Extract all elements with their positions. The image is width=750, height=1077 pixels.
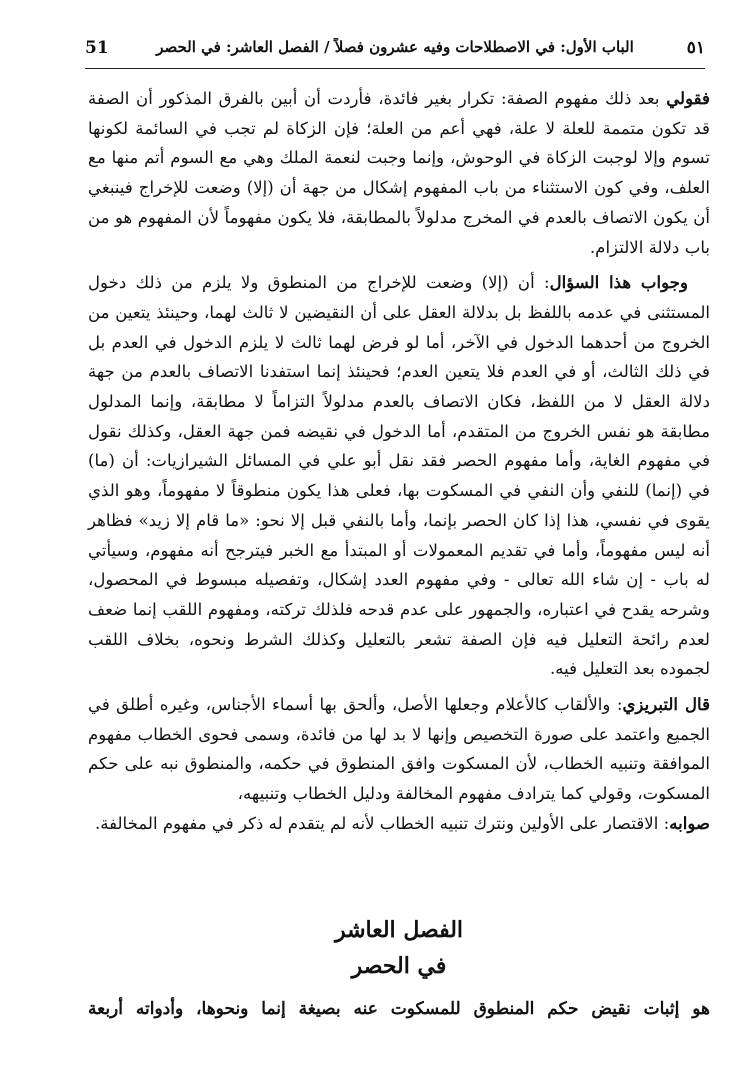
chapter-heading bbox=[88, 912, 710, 984]
definition-line: هو إثبات نقيض حكم المنطوق للمسكوت عنه بصيغة إنما ونحوها، وأدواته أربعة bbox=[88, 999, 710, 1019]
paragraph-1-lead: فقولي bbox=[666, 88, 710, 108]
paragraph-4-lead: صوابه bbox=[669, 812, 710, 833]
paragraph-2-lead: وجواب هذا السؤال bbox=[549, 272, 688, 293]
body-text bbox=[88, 84, 710, 839]
paragraph-1 bbox=[88, 84, 710, 262]
paragraph-3-lead: قال التبريزي bbox=[622, 694, 710, 715]
chapter-title: الفصل العاشر bbox=[334, 917, 464, 943]
paragraph-3-text: : والألقاب كالأعلام وجعلها الأصل، وألحق بها أسماء الأجناس، وغيره أطلق في الجميع واعتمد على صورة التخصيص وإنها لا بد لها من فائدة، وسمى فحوى الخطاب مفهوم الموافقة وتنبيه الخطاب، لأن المسكوت وافق المنطوق في حكمه، والمنطوق نبه على حكم المسكوت، وقولي كما يترادف مفهوم المخالفة ودليل الخطاب وتنبيهه، bbox=[88, 695, 710, 804]
paragraph-3 bbox=[88, 690, 710, 809]
page-number: 51 bbox=[85, 38, 109, 58]
paragraph-4-text: : الاقتصار على الأولين ونترك تنبيه الخطاب لأنه لم يتقدم له ذكر في مفهوم المخالفة. bbox=[94, 813, 670, 833]
paragraph-4 bbox=[88, 809, 710, 839]
paragraph-2-text: : أن (إلا) وضعت للإخراج من المنطوق ولا يلزم من ذلك دخول المستثنى في عدمه باللفظ بل بدلالة العقل على أن النقيضين لا ثالث لهما، وحينئذ يتعين من الخروج من أحدهما الدخول في الآخر، أما لو فرض لهما ثالث لا يلزم الدخول في العدم بل في ذلك الثالث، أو في العدم فلا يتعين العدم؛ فحينئذ إنما استفدنا الاتصاف بالعدم من جهة دلالة العقل لا من اللفظ، فكان الاتصاف بالعدم مدلولاً التزاماً لا مطابقة، وإنما المدلول مطابقة هو نفس الخروج من المتقدم، أما الدخول في نقيضه فمن جهة العقل، وكذلك نقول في مفهوم الغاية، وأما مفهوم الحصر فقد نقل أبو علي في المسائل الشيرازيات: أن (ما) في (إنما) للنفي وأن النفي في المسكوت بها، فعلى هذا يكون منطوقاً لا مفهوماً، وهو الذي يقوى في نفسي، هذا إذا كان الحصر بإنما، وأما بالنفي قبل إلا نحو: «ما قام إلا زيد» فظاهر أنه ليس مفهوماً، وأما في تقديم المعمولات أو المبتدأ مع الخبر فيترجح أنه مفهوم، وسيأتي له باب - إن شاء الله تعالى - وفي مفهوم العدد إشكال، وتفصيله مبسوط في المحصول، وشرحه يقدح في اعتباره، والجمهور على عدم قدحه فلذلك تركته، ومفهوم اللقب إنما ضعف لعدم رائحة التعليل فيه فإن الصفة تشعر بالتعليل وكذلك الشرط ونحوه، بخلاف اللقب لجموده بعد التعليل فيه. bbox=[88, 273, 710, 679]
header-title: الباب الأول: في الاصطلاحات وفيه عشرون فصلاً / الفصل العاشر: في الحصر bbox=[156, 38, 634, 56]
page-number-arabic: ٥١ bbox=[686, 38, 705, 58]
running-header bbox=[85, 34, 705, 69]
chapter-subtitle: في الحصر bbox=[351, 953, 447, 979]
paragraph-1-text: بعد ذلك مفهوم الصفة: تكرار بغير فائدة، فأردت أن أبين بالفرق المذكور أن الصفة قد تكون متممة للعلة لا علة، فهي أعم من العلة؛ فإن الزكاة لم تجب في السائمة لكونها تسوم وإلا لوجبت الزكاة في الوحوش، وإنما وجبت لنعمة الملك وهي مع السوم أتم منها مع العلف، وفي كون الاستثناء من باب المفهوم إشكال من جهة أن (إلا) وضعت للإخراج فينبغي أن يكون الاتصاف بالعدم في المخرج مدلولاً بالمطابقة، فلا يكون مفهوماً لأن المفهوم هو من باب دلالة الالتزام. bbox=[88, 89, 710, 257]
paragraph-2 bbox=[88, 268, 710, 684]
